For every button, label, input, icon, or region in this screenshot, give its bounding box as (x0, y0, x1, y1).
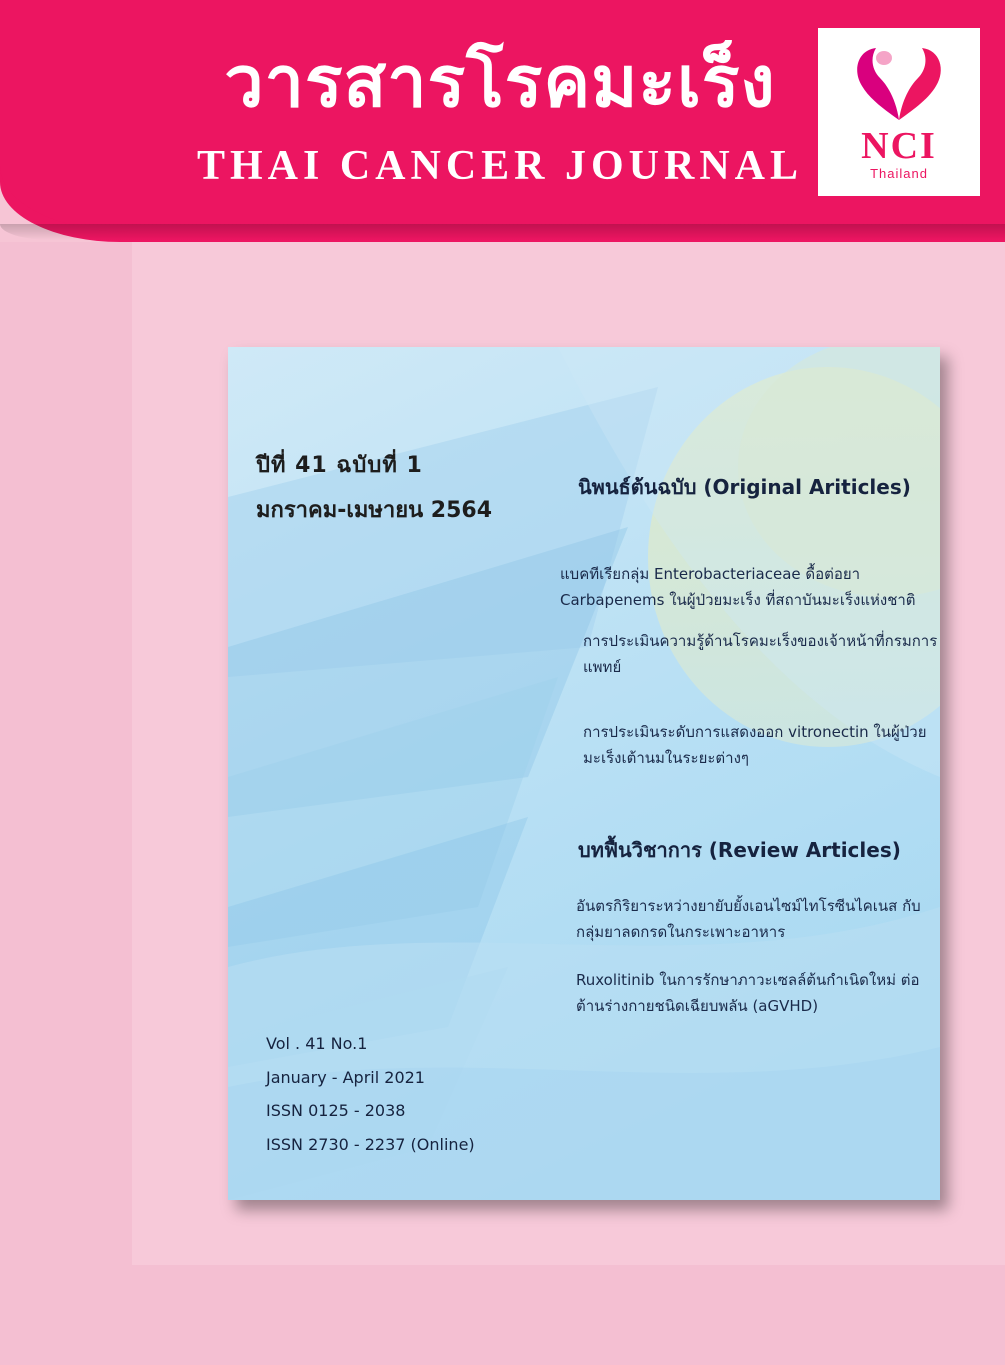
banner-shadow (0, 224, 1005, 240)
section-heading-original-articles: นิพนธ์ต้นฉบับ (Original Ariticles) (578, 475, 911, 499)
article-title-3: การประเมินระดับการแสดงออก vitronectin ในผู้ป่วยมะเร็งเต้านมในระยะต่างๆ (583, 723, 927, 768)
journal-cover-image (228, 347, 940, 1200)
article-title-5: Ruxolitinib ในการรักษาภาวะเซลล์ต้นกำเนิดใหม่ ต่อต้านร่างกายชนิดเฉียบพลัน (aGVHD) (576, 971, 920, 1016)
cover-volume-thai: ปีที่ 41 ฉบับที่ 1 (256, 453, 423, 478)
nci-logo (818, 28, 980, 196)
cover-issn-print: ISSN 0125 - 2038 (266, 1101, 406, 1121)
page-background-left (0, 242, 132, 1365)
cover-period: January - April 2021 (266, 1067, 425, 1087)
journal-title-thai: วารสารโรคมะเร็ง (224, 41, 776, 123)
section-heading-review-articles: บทฟื้นวิชาการ (Review Articles) (578, 838, 901, 862)
nci-logo-country: Thailand (870, 166, 928, 181)
journal-title-english: THAI CANCER JOURNAL (196, 143, 804, 189)
page-background-bottom (132, 1265, 1005, 1365)
cover-text-layer (228, 347, 940, 1200)
journal-header-banner (0, 0, 1005, 242)
cover-issn-online: ISSN 2730 - 2237 (Online) (266, 1134, 475, 1154)
nci-logo-acronym: NCI (861, 125, 937, 167)
cover-footer (266, 1027, 475, 1161)
nci-emblem-icon (818, 34, 980, 126)
cover-volume-number: Vol . 41 No.1 (266, 1034, 368, 1053)
cover-date-thai: มกราคม-เมษายน 2564 (256, 498, 493, 523)
article-title-1: แบคทีเรียกลุ่ม Enterobacteriaceae ดื้อต่อยา Carbapenems ในผู้ป่วยมะเร็ง ที่สถาบันมะเร็งแห่งชาติ (560, 565, 916, 610)
article-title-2: การประเมินความรู้ด้านโรคมะเร็งของเจ้าหน้าที่กรมการแพทย์ (583, 632, 938, 677)
article-title-4: อันตรกิริยาระหว่างยายับยั้งเอนไซม์ไทโรซีนไคเนส กับกลุ่มยาลดกรดในกระเพาะอาหาร (576, 897, 921, 942)
